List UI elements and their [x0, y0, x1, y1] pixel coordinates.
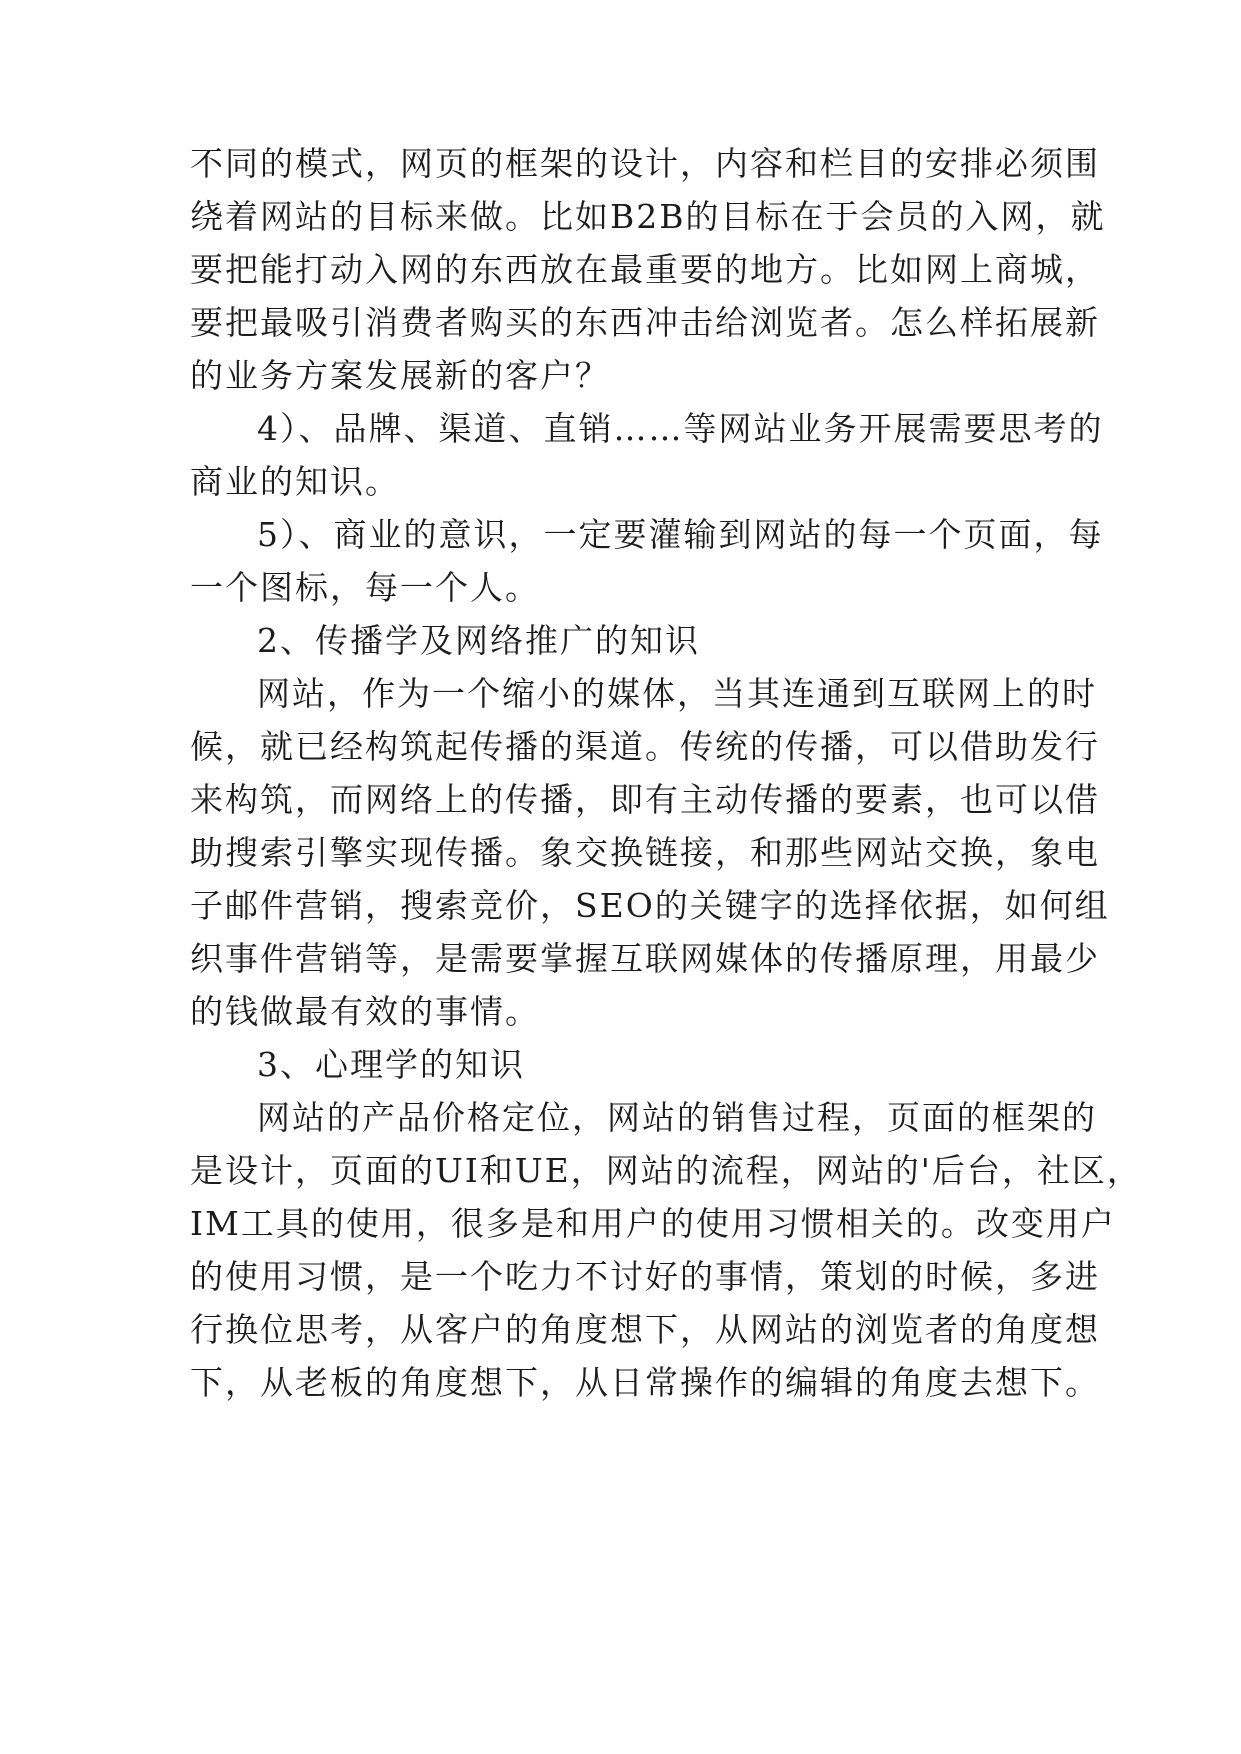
- text-line: IM工具的使用，很多是和用户的使用习惯相关的。改变用户: [190, 1204, 1116, 1243]
- paragraph-first-line: 4）、品牌、渠道、直销……等网站业务开展需要思考的: [257, 409, 1104, 448]
- text-line: 不同的模式，网页的框架的设计，内容和栏目的安排必须围: [190, 144, 1100, 183]
- text-line: 绕着网站的目标来做。比如B2B的目标在于会员的入网，就: [190, 197, 1106, 236]
- section-heading: 3、心理学的知识: [257, 1045, 525, 1084]
- text-line: 行换位思考，从客户的角度想下，从网站的浏览者的角度想: [190, 1310, 1100, 1349]
- text-line: 的钱做最有效的事情。: [190, 992, 540, 1031]
- text-line: 的业务方案发展新的客户？: [190, 356, 610, 395]
- text-line: 是设计，页面的UI和UE，网站的流程，网站的'后台，社区，: [190, 1151, 1142, 1190]
- paragraph-first-line: 网站的产品价格定位，网站的销售过程，页面的框架的: [257, 1098, 1097, 1137]
- text-line: 来构筑，而网络上的传播，即有主动传播的要素，也可以借: [190, 780, 1100, 819]
- paragraph-first-line: 网站，作为一个缩小的媒体，当其连通到互联网上的时: [257, 674, 1097, 713]
- text-line: 商业的知识。: [190, 462, 400, 501]
- text-line: 候，就已经构筑起传播的渠道。传统的传播，可以借助发行: [190, 727, 1100, 766]
- paragraph-first-line: 5）、商业的意识，一定要灌输到网站的每一个页面，每: [257, 515, 1104, 554]
- text-line: 要把最吸引消费者购买的东西冲击给浏览者。怎么样拓展新: [190, 303, 1100, 342]
- text-line: 助搜索引擎实现传播。象交换链接，和那些网站交换，象电: [190, 833, 1100, 872]
- text-line: 要把能打动入网的东西放在最重要的地方。比如网上商城，: [190, 250, 1100, 289]
- text-line: 织事件营销等，是需要掌握互联网媒体的传播原理，用最少: [190, 939, 1100, 978]
- section-heading: 2、传播学及网络推广的知识: [257, 621, 700, 660]
- text-line: 的使用习惯，是一个吃力不讨好的事情，策划的时候，多进: [190, 1257, 1100, 1296]
- text-line: 一个图标，每一个人。: [190, 568, 540, 607]
- text-line: 子邮件营销，搜索竞价，SEO的关键字的选择依据，如何组: [190, 886, 1110, 925]
- text-line: 下，从老板的角度想下，从日常操作的编辑的角度去想下。: [190, 1363, 1100, 1402]
